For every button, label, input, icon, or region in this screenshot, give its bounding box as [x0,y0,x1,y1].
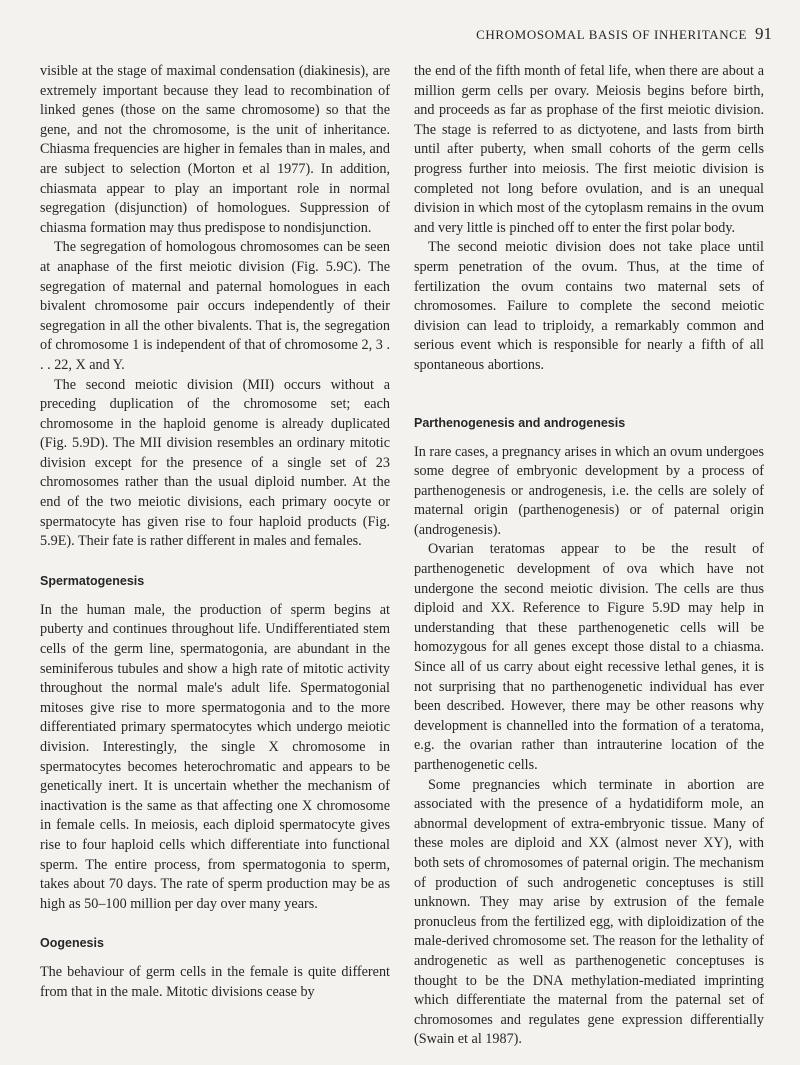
running-header [412,24,772,44]
left-column [40,62,390,1003]
paragraph: The segregation of homologous chromosomes can be seen at anaphase of the first meiotic division (Fig. 5.9C). The segregation of maternal and paternal homologues in each bivalent chromosome pair occurs independently of their segregation in all the other bivalents. That is, the segregation of chromosome 1 is independent of that of chromosome 2, 3 . . . 22, X and Y. [40,239,390,373]
paragraph: Some pregnancies which terminate in abortion are associated with the presence of a hydatidiform mole, an abnormal development of extra-embryonic tissue. Many of these moles are diploid and XX (almost never XY), with both sets of chromosomes of paternal origin. The mechanism of production of such androgenetic conceptuses is still unknown. They may arise by extrusion of the female pronucleus from the fertilized egg, with diploidization of the male-derived chromosome set. The reason for the lethality of androgenetic as well as parthenogenetic conceptuses is thought to be the DNA methylation-mediated imprinting which differentiate the maternal from the paternal set of chromosomes and regulates gene expression differentially (Swain et al 1987). [414,776,764,1048]
paragraph: The second meiotic division does not take place until sperm penetration of the ovum. Thus, at the time of fertilization the ovum contains two maternal sets of chromosomes. Failure to complete the second meiotic division can lead to triploidy, a remarkably common and serious event which is responsible for nearly a fifth of all spontaneous abortions. [414,239,764,373]
paragraph: visible at the stage of maximal condensation (diakinesis), are extremely important because they lead to recombination of linked genes (those on the same chromosome) so that the gene, and not the chromosome, is the unit of inheritance. Chiasma frequencies are higher in females than in males, and are subject to selection (Morton et al 1977). In addition, chiasmata appear to play an important role in normal segregation (disjunction) of homologues. Suppression of chiasma formation may thus predispose to nondisjunction. [40,63,390,236]
paragraph: The behaviour of germ cells in the female is quite different from that in the male. Mitotic divisions cease by [40,964,390,1000]
right-column [414,62,764,1050]
paragraph: the end of the fifth month of fetal life, when there are about a million germ cells per ovary. Meiosis begins before birth, and proceeds as far as prophase of the first meiotic division. The stage is referred to as dictyotene, and lasts from birth until after puberty, when small cohorts of the germ cells progress further into meiosis. The first meiotic division is completed not long before ovulation, and is an unequal division in which most of the cytoplasm remains in the ovum and very little is pinched off to enter the first polar body. [414,63,764,236]
section-heading-spermatogenesis: Spermatogenesis [40,573,145,588]
section-heading-parthenogenesis: Parthenogenesis and androgenesis [414,415,626,430]
paragraph: Ovarian teratomas appear to be the result of parthenogenetic development of ova which have not undergone the second meiotic division. The cells are thus diploid and XX. Reference to Figure 5.9D may help in understanding that these parthenogenetic cells will be homozygous for all genes except those distal to a chiasma. Since all of us carry about eight recessive lethal genes, it is not surprising that no parthenogenetic individual has ever been described. However, there may be other reasons why development is channelled into the formation of a teratoma, e.g. the ovarian rather than intrauterine location of the parthenogenetic cells. [414,541,764,773]
paragraph: The second meiotic division (MII) occurs without a preceding duplication of the chromosome set; each chromosome in the haploid genome is already duplicated (Fig. 5.9D). The MII division resembles an ordinary mitotic division except for the presence of a single set of 23 chromosomes rather than the usual diploid number. At the end of the two meiotic divisions, each primary oocyte or spermatocyte has given rise to four haploid products (Fig. 5.9E). Their fate is rather different in males and females. [40,376,390,550]
page-number: 91 [755,24,772,43]
running-title: CHROMOSOMAL BASIS OF INHERITANCE [476,27,747,42]
section-heading-oogenesis: Oogenesis [40,936,104,951]
paragraph: In rare cases, a pregnancy arises in which an ovum undergoes some degree of embryonic development by a process of parthenogenesis or androgenesis, i.e. the cells are solely of maternal origin (parthenogenesis) or of paternal origin (androgenesis). [414,443,764,538]
paragraph: In the human male, the production of sperm begins at puberty and continues throughout life. Undifferentiated stem cells of the germ line, spermatogonia, are abundant in the seminiferous tubules and show a high rate of mitotic activity throughout the normal male's adult life. Spermatogonial mitoses give rise to more spermatogonia and to the more differentiated primary spermatocytes which undergo meiotic division. Interestingly, the single X chromosome in spermatocytes becomes heterochromatic and appears to be genetically inert. It is uncertain whether the mechanism of inactivation is the same as that affecting one X chromosome in female cells. In meiosis, each diploid spermatocyte gives rise to four haploid cells which differentiate into functional sperm. The entire process, from spermatogonia to sperm, takes about 70 days. The rate of sperm production may be as high as 50–100 million per day over many years. [40,601,390,912]
